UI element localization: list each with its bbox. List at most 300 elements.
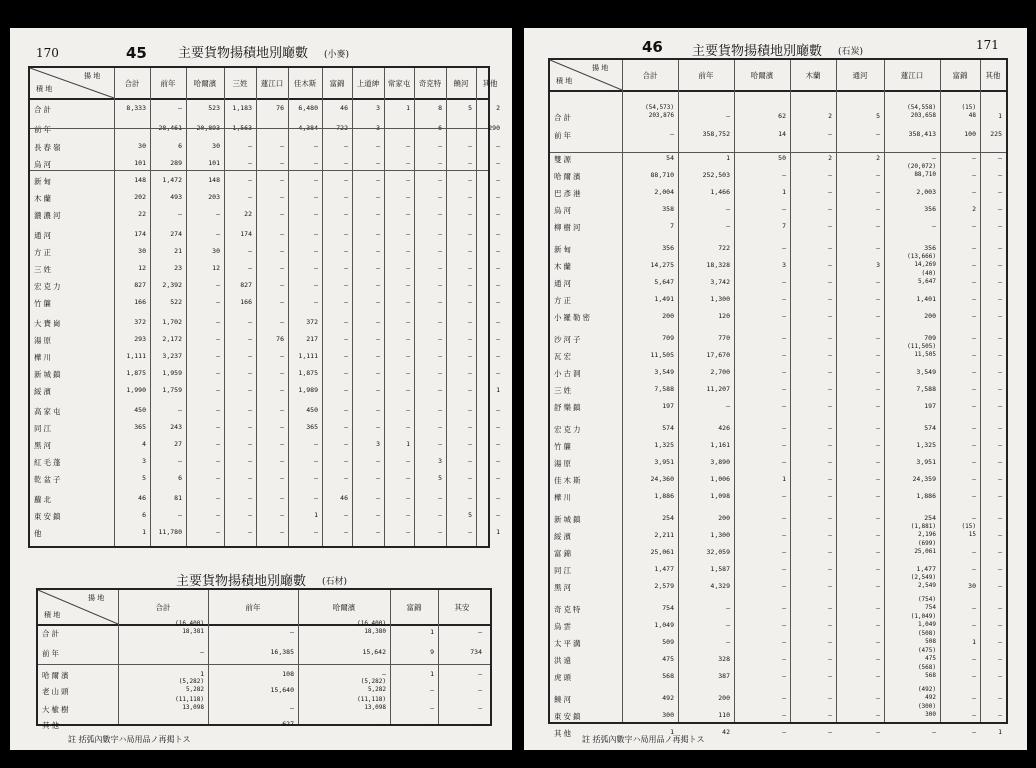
table-cell: — bbox=[344, 457, 348, 465]
table-cell: — bbox=[314, 247, 318, 255]
table-cell: (16,400) bbox=[175, 620, 204, 627]
table-cell: 2 bbox=[972, 205, 976, 213]
table-cell: — bbox=[430, 720, 434, 728]
table-cell: — bbox=[828, 402, 832, 410]
table-cell: — bbox=[828, 171, 832, 179]
table-cell: — bbox=[876, 531, 880, 539]
table-cell: — bbox=[828, 441, 832, 449]
table-cell: — bbox=[998, 694, 1002, 702]
table-cell: — bbox=[280, 230, 284, 238]
table-cell: — bbox=[782, 638, 786, 646]
table-cell: — bbox=[998, 672, 1002, 680]
table-cell: — bbox=[468, 457, 472, 465]
row-label: 黑河 bbox=[34, 441, 53, 450]
row-label: 通河 bbox=[554, 279, 573, 288]
table-cell: — bbox=[496, 369, 500, 377]
row-rule bbox=[38, 664, 490, 665]
row-label: 沙河子 bbox=[554, 335, 583, 344]
table-cell: — bbox=[972, 565, 976, 573]
table-cell: — bbox=[496, 511, 500, 519]
table-cell: 13,098 bbox=[182, 704, 204, 711]
table-cell: — bbox=[382, 720, 386, 728]
table-cell: — bbox=[344, 369, 348, 377]
row-label: 湯原 bbox=[554, 459, 573, 468]
table-cell: 76 bbox=[276, 104, 284, 112]
table-cell: — bbox=[876, 694, 880, 702]
table-cell: (492) bbox=[917, 686, 936, 693]
row-label: 烏河 bbox=[554, 206, 573, 215]
table-cell: 289 bbox=[170, 159, 182, 167]
table-row bbox=[550, 222, 1006, 234]
table-row bbox=[550, 402, 1006, 414]
table-cell: — bbox=[828, 694, 832, 702]
table-cell: — bbox=[406, 298, 410, 306]
table-cell: — bbox=[406, 210, 410, 218]
row-label: 長春嶺 bbox=[34, 143, 63, 152]
table-cell: 356 bbox=[924, 244, 936, 252]
table-cell: — bbox=[972, 492, 976, 500]
table-cell: — bbox=[468, 386, 472, 394]
table-row bbox=[550, 205, 1006, 217]
table-cell: — bbox=[216, 335, 220, 343]
row-label: 竹簾 bbox=[34, 299, 53, 308]
table-cell: 27 bbox=[174, 440, 182, 448]
table-cell: — bbox=[344, 159, 348, 167]
table-cell: — bbox=[376, 176, 380, 184]
table-cell: — bbox=[782, 368, 786, 376]
table-cell: — bbox=[876, 548, 880, 556]
table-cell: — bbox=[496, 423, 500, 431]
table-cell: — bbox=[142, 124, 146, 132]
table-cell: — bbox=[828, 728, 832, 736]
table-cell: — bbox=[468, 440, 472, 448]
table-cell: — bbox=[216, 386, 220, 394]
table-cell: 30 bbox=[138, 247, 146, 255]
table-cell: 6,480 bbox=[298, 104, 318, 112]
table-cell: 2,211 bbox=[654, 531, 674, 539]
table-cell: 25,061 bbox=[650, 548, 674, 556]
row-label: 舒樂鎮 bbox=[554, 403, 583, 412]
table-cell: — bbox=[782, 548, 786, 556]
table-cell: 1,466 bbox=[710, 188, 730, 196]
table-cell: 1,161 bbox=[710, 441, 730, 449]
table-row bbox=[38, 696, 490, 716]
table-cell: — bbox=[376, 511, 380, 519]
table-cell: — bbox=[376, 494, 380, 502]
table-cell: 7,588 bbox=[916, 385, 936, 393]
table-cell: — bbox=[406, 406, 410, 414]
table-cell: — bbox=[876, 565, 880, 573]
table-cell: — bbox=[876, 582, 880, 590]
table-cell: — bbox=[828, 604, 832, 612]
row-label: 小羅勒密 bbox=[554, 313, 592, 322]
table-cell: — bbox=[496, 247, 500, 255]
table-cell: — bbox=[438, 440, 442, 448]
right-page bbox=[524, 28, 1027, 750]
row-label: 竹簾 bbox=[554, 442, 573, 451]
row-label: 洪遠 bbox=[554, 656, 573, 665]
table-cell: 1,875 bbox=[298, 369, 318, 377]
table-cell: — bbox=[344, 247, 348, 255]
table-cell: 358,752 bbox=[702, 130, 730, 138]
table-row bbox=[30, 494, 500, 506]
table-cell: — bbox=[782, 385, 786, 393]
table-cell: — bbox=[468, 352, 472, 360]
table-cell: — bbox=[972, 604, 976, 612]
table-row bbox=[30, 210, 500, 222]
table-row bbox=[30, 298, 500, 310]
table-cell: — bbox=[828, 312, 832, 320]
table-cell: 30 bbox=[212, 142, 220, 150]
footnote: 註 括弧內數字ハ局用品ノ再掲トス bbox=[582, 735, 705, 744]
table-cell: — bbox=[314, 264, 318, 272]
table-cell: — bbox=[406, 335, 410, 343]
table-cell: 1,477 bbox=[654, 565, 674, 573]
table-row bbox=[550, 385, 1006, 397]
table-cell: 7,588 bbox=[654, 385, 674, 393]
table-cell: 1 bbox=[782, 475, 786, 483]
table-cell: 15,642 bbox=[362, 648, 386, 656]
table-cell: 2,579 bbox=[654, 582, 674, 590]
table-cell: — bbox=[280, 210, 284, 218]
table-cell: — bbox=[248, 335, 252, 343]
table-cell: — bbox=[998, 531, 1002, 539]
table-cell: — bbox=[782, 655, 786, 663]
row-label: 大賚崗 bbox=[34, 319, 63, 328]
table-cell: 365 bbox=[306, 423, 318, 431]
table-cell: 1,477 bbox=[916, 565, 936, 573]
table-cell: — bbox=[376, 264, 380, 272]
table-cell: — bbox=[496, 494, 500, 502]
table-cell: 3 bbox=[376, 440, 380, 448]
column-header: 富錦 bbox=[329, 79, 345, 88]
table-cell: — bbox=[430, 686, 434, 694]
column-header: 其安 bbox=[454, 603, 470, 612]
table-cell: — bbox=[726, 112, 730, 120]
table-cell: — bbox=[828, 621, 832, 629]
table-row bbox=[30, 142, 500, 154]
row-label: 瓦宏 bbox=[554, 352, 573, 361]
table-cell: — bbox=[972, 711, 976, 719]
row-label: 綏濱 bbox=[554, 532, 573, 541]
table-cell: 356 bbox=[924, 205, 936, 213]
table-cell: 2,549 bbox=[917, 582, 936, 589]
row-label: 高家屯 bbox=[34, 407, 63, 416]
table-cell: — bbox=[998, 402, 1002, 410]
table-cell: — bbox=[406, 247, 410, 255]
table-cell: — bbox=[248, 440, 252, 448]
table-cell: — bbox=[216, 511, 220, 519]
table-cell: 387 bbox=[718, 672, 730, 680]
table-cell: — bbox=[998, 604, 1002, 612]
table-cell: — bbox=[496, 176, 500, 184]
table-cell: — bbox=[496, 281, 500, 289]
table-cell: 203,658 bbox=[910, 112, 936, 119]
table-cell: (508) bbox=[917, 630, 936, 637]
table-cell: — bbox=[406, 457, 410, 465]
row-label: 通河 bbox=[34, 231, 53, 240]
table-cell: 1,006 bbox=[710, 475, 730, 483]
table-cell: — bbox=[782, 604, 786, 612]
table-cell: — bbox=[344, 176, 348, 184]
table-row bbox=[550, 458, 1006, 470]
table-cell: — bbox=[280, 142, 284, 150]
table-cell: 101 bbox=[134, 159, 146, 167]
table-cell: 358,413 bbox=[908, 130, 936, 138]
table-cell: (568) bbox=[917, 664, 936, 671]
table-cell: 76 bbox=[276, 335, 284, 343]
column-header: 哈爾濱 bbox=[332, 603, 356, 612]
table-cell: — bbox=[496, 159, 500, 167]
table-cell: — bbox=[406, 124, 410, 132]
table-cell: — bbox=[376, 369, 380, 377]
row-rule bbox=[30, 128, 488, 129]
table-cell: 1 bbox=[430, 670, 434, 678]
table-cell: 197 bbox=[662, 402, 674, 410]
table-cell: — bbox=[438, 159, 442, 167]
table-cell: — bbox=[406, 193, 410, 201]
table-row bbox=[550, 104, 1006, 124]
table-cell: — bbox=[932, 728, 936, 736]
table-cell: 110 bbox=[718, 711, 730, 719]
table-cell: — bbox=[876, 441, 880, 449]
table-cell: 1 bbox=[726, 154, 730, 162]
table-cell: — bbox=[280, 176, 284, 184]
table-cell: 2 bbox=[876, 154, 880, 162]
table-cell: 1,587 bbox=[710, 565, 730, 573]
table-cell: — bbox=[376, 474, 380, 482]
table-row bbox=[550, 523, 1006, 543]
table-cell: 203,876 bbox=[648, 112, 674, 119]
table-cell: 3,951 bbox=[654, 458, 674, 466]
table-cell: 11,207 bbox=[706, 385, 730, 393]
table-cell: — bbox=[828, 475, 832, 483]
table-cell: — bbox=[998, 351, 1002, 359]
table-row bbox=[30, 193, 500, 205]
column-header: 蓮江口 bbox=[260, 79, 284, 88]
table-cell: — bbox=[344, 318, 348, 326]
table-cell: (475) bbox=[917, 647, 936, 654]
table-cell: — bbox=[726, 402, 730, 410]
table-cell: — bbox=[314, 440, 318, 448]
table-cell: — bbox=[344, 511, 348, 519]
table-cell: 328 bbox=[718, 655, 730, 663]
table-cell: — bbox=[998, 222, 1002, 230]
table-cell: — bbox=[248, 352, 252, 360]
table-cell: 290 bbox=[488, 124, 500, 132]
row-label: 東安鎮 bbox=[34, 512, 63, 521]
table-row bbox=[550, 613, 1006, 633]
row-label: 新城鎮 bbox=[34, 370, 63, 379]
column-header: 合計 bbox=[642, 71, 658, 80]
column-header: 上道紳 bbox=[356, 79, 380, 88]
table-cell: 523 bbox=[208, 104, 220, 112]
table-cell: — bbox=[376, 386, 380, 394]
table-cell: 148 bbox=[208, 176, 220, 184]
table-cell: 25,061 bbox=[914, 548, 936, 555]
table-cell: — bbox=[280, 440, 284, 448]
table-cell: 475 bbox=[925, 655, 936, 662]
table-cell: — bbox=[998, 424, 1002, 432]
table-row bbox=[550, 540, 1006, 560]
corner-bottom-label: 積 地 bbox=[556, 77, 573, 85]
row-label: 綏濱 bbox=[34, 387, 53, 396]
row-label: 蘿北 bbox=[34, 495, 53, 504]
table-cell: — bbox=[376, 193, 380, 201]
table-row bbox=[550, 154, 1006, 166]
row-label: 巴彥港 bbox=[554, 189, 583, 198]
column-header: 合計 bbox=[124, 79, 140, 88]
row-label: 前年 bbox=[34, 125, 53, 134]
table-row bbox=[38, 678, 490, 698]
table-cell: — bbox=[216, 457, 220, 465]
table-cell: — bbox=[216, 440, 220, 448]
table-cell: — bbox=[998, 188, 1002, 196]
table-cell: 1 bbox=[314, 511, 318, 519]
table-row bbox=[550, 312, 1006, 324]
table-row bbox=[550, 334, 1006, 346]
table-row bbox=[30, 528, 500, 540]
table-cell: 48 bbox=[968, 112, 976, 119]
table-cell: 568 bbox=[662, 672, 674, 680]
table-title: 主要貨物揚積地別廰數 bbox=[178, 46, 309, 61]
table-cell: 225 bbox=[990, 130, 1002, 138]
table-cell: 11,505 bbox=[650, 351, 674, 359]
table-cell: (11,118) bbox=[357, 696, 386, 703]
table-cell: 1 bbox=[406, 440, 410, 448]
table-cell: — bbox=[248, 318, 252, 326]
table-cell: 8,333 bbox=[126, 104, 146, 112]
table-cell: 54 bbox=[666, 154, 674, 162]
table-cell: 15 bbox=[968, 531, 976, 538]
table-cell: — bbox=[200, 720, 204, 728]
row-label: 湯原 bbox=[34, 336, 53, 345]
sub-table-title: 主要貨物揚積地別廰數 bbox=[176, 574, 307, 589]
table-cell: — bbox=[216, 528, 220, 536]
table-cell: — bbox=[376, 423, 380, 431]
table-cell: — bbox=[406, 264, 410, 272]
table-cell: — bbox=[468, 474, 472, 482]
table-cell: 1,886 bbox=[916, 492, 936, 500]
table-number: 45 bbox=[126, 44, 147, 62]
table-cell: 1,563 bbox=[232, 124, 252, 132]
table-cell: — bbox=[496, 142, 500, 150]
table-cell: — bbox=[406, 369, 410, 377]
table-cell: 274 bbox=[170, 230, 182, 238]
table-cell: 574 bbox=[662, 424, 674, 432]
table-cell: — bbox=[468, 124, 472, 132]
table-cell: — bbox=[468, 230, 472, 238]
table-cell: — bbox=[248, 494, 252, 502]
row-label: 三姓 bbox=[34, 265, 53, 274]
table-cell: — bbox=[344, 281, 348, 289]
row-label: 新城鎮 bbox=[554, 515, 583, 524]
table-row bbox=[550, 295, 1006, 307]
table-cell: — bbox=[280, 352, 284, 360]
table-cell: — bbox=[406, 281, 410, 289]
table-cell: — bbox=[468, 193, 472, 201]
table-cell: — bbox=[828, 205, 832, 213]
table-cell: 7 bbox=[670, 222, 674, 230]
table-cell: — bbox=[876, 514, 880, 522]
table-cell: 11,780 bbox=[158, 528, 182, 536]
table-cell: 2,700 bbox=[710, 368, 730, 376]
row-label: 老山頭 bbox=[42, 687, 71, 696]
table-cell: — bbox=[438, 494, 442, 502]
table-cell: — bbox=[876, 188, 880, 196]
table-cell: 202 bbox=[134, 193, 146, 201]
row-label: 小古洞 bbox=[554, 369, 583, 378]
table-cell: (15) bbox=[961, 104, 976, 111]
table-row bbox=[550, 270, 1006, 290]
row-label: 宏克力 bbox=[34, 282, 63, 291]
row-label: 同江 bbox=[34, 424, 53, 433]
table-cell: 4 bbox=[142, 440, 146, 448]
table-cell: — bbox=[280, 511, 284, 519]
table-cell: 200 bbox=[924, 312, 936, 320]
table-cell: — bbox=[178, 104, 182, 112]
table-cell: — bbox=[972, 424, 976, 432]
table-number: 46 bbox=[642, 38, 663, 56]
table-cell: 6 bbox=[178, 142, 182, 150]
table-cell: 88,710 bbox=[650, 171, 674, 179]
table-cell: — bbox=[314, 474, 318, 482]
table-cell: — bbox=[406, 159, 410, 167]
table-cell: — bbox=[438, 193, 442, 201]
table-cell: — bbox=[972, 672, 976, 680]
table-cell: 1,990 bbox=[126, 386, 146, 394]
table-cell: — bbox=[998, 514, 1002, 522]
corner-top-label: 揚 地 bbox=[84, 72, 101, 80]
table-cell: — bbox=[468, 247, 472, 255]
table-row bbox=[550, 630, 1006, 650]
column-header: 哈爾濱 bbox=[750, 71, 774, 80]
column-header: 奇克特 bbox=[418, 79, 442, 88]
table-row bbox=[30, 335, 500, 347]
table-cell: — bbox=[344, 298, 348, 306]
row-label: 烏河 bbox=[34, 160, 53, 169]
table-cell: — bbox=[344, 193, 348, 201]
table-cell: — bbox=[726, 205, 730, 213]
table-row bbox=[38, 648, 490, 660]
table-cell: — bbox=[998, 475, 1002, 483]
table-cell: 508 bbox=[925, 638, 936, 645]
corner-top-label: 揚 地 bbox=[592, 64, 609, 72]
table-cell: 12 bbox=[212, 264, 220, 272]
table-cell: — bbox=[998, 565, 1002, 573]
table-row bbox=[30, 369, 500, 381]
column-header: 木蘭 bbox=[805, 71, 821, 80]
table-cell: — bbox=[478, 720, 482, 728]
table-row bbox=[30, 281, 500, 293]
table-cell: — bbox=[376, 528, 380, 536]
row-label: 三姓 bbox=[554, 386, 573, 395]
table-cell: 2,392 bbox=[162, 281, 182, 289]
table-cell: 200 bbox=[718, 514, 730, 522]
table-cell: 6 bbox=[178, 474, 182, 482]
table-cell: — bbox=[782, 728, 786, 736]
column-header: 佳木斯 bbox=[293, 79, 317, 88]
table-row bbox=[30, 104, 500, 116]
table-cell: 5,282 bbox=[185, 686, 204, 693]
table-cell: — bbox=[972, 188, 976, 196]
table-cell: — bbox=[248, 369, 252, 377]
row-label: 奇克特 bbox=[554, 605, 583, 614]
table-cell: 1 bbox=[972, 638, 976, 646]
table-cell: 450 bbox=[134, 406, 146, 414]
table-cell: (54,558) bbox=[907, 104, 936, 111]
table-cell: — bbox=[998, 334, 1002, 342]
